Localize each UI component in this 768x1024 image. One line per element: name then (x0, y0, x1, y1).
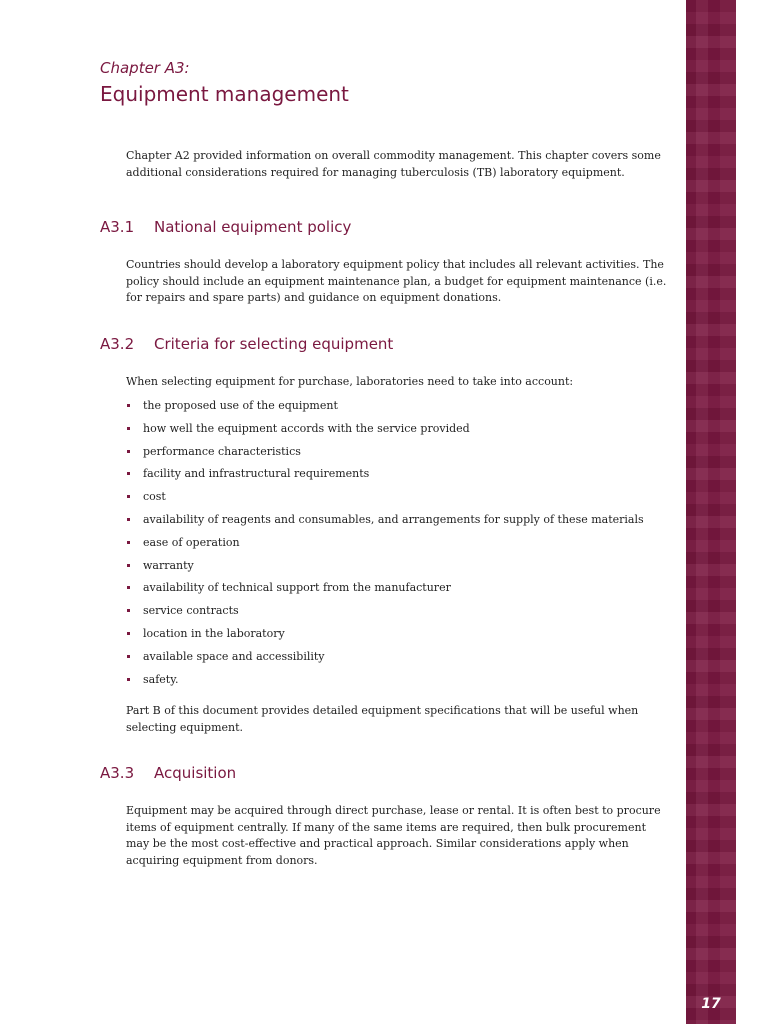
bullet-square-icon (127, 655, 130, 658)
list-item: cost (126, 489, 671, 512)
acquisition-paragraph: Equipment may be acquired through direct purchase, lease or rental. It is often best to procure items of equipment centrally. If many of the same items are required, then bulk procurement may be the most cost-effective and practical approach. Similar considerations apply when acquiring equipment from donors. (126, 804, 661, 867)
list-item: facility and infrastructural requirements (126, 466, 671, 489)
section-title: National equipment policy (154, 218, 352, 236)
section-number: A3.3 (100, 764, 135, 782)
bullet-square-icon (127, 450, 130, 453)
bullet-square-icon (127, 495, 130, 498)
bullet-square-icon (127, 404, 130, 407)
criteria-closing-paragraph: Part B of this document provides detailed equipment specifications that will be useful when selecting equipment. (126, 704, 639, 734)
list-item: service contracts (126, 603, 671, 626)
list-item: ease of operation (126, 535, 671, 558)
bullet-square-icon (127, 632, 130, 635)
policy-paragraph: Countries should develop a laboratory equipment policy that includes all relevant activities. The policy should include an equipment maintenance plan, a budget for equipment maintenance (i.e. for repairs and spare parts) and guidance on equipment donations. (126, 258, 667, 304)
list-item: availability of reagents and consumables, and arrangements for supply of these materials (126, 512, 671, 535)
list-item: availability of technical support from the manufacturer (126, 580, 671, 603)
list-item: performance characteristics (126, 444, 671, 467)
list-item: the proposed use of the equipment (126, 398, 671, 421)
decorative-side-band (686, 0, 736, 1024)
criteria-lead-paragraph: When selecting equipment for purchase, laboratories need to take into account: (126, 375, 574, 388)
bullet-square-icon (127, 518, 130, 521)
criteria-bullet-list (126, 398, 671, 694)
section-number: A3.2 (100, 335, 135, 353)
list-item: safety. (126, 672, 671, 695)
list-item: how well the equipment accords with the service provided (126, 421, 671, 444)
section-heading-a3-2 (100, 335, 393, 353)
list-item: available space and accessibility (126, 649, 671, 672)
bullet-square-icon (127, 564, 130, 567)
chapter-title: Equipment management (100, 82, 349, 106)
list-item: location in the laboratory (126, 626, 671, 649)
intro-paragraph: Chapter A2 provided information on overall commodity management. This chapter covers some additional considerations required for managing tuberculosis (TB) laboratory equipment. (126, 149, 661, 179)
chapter-label: Chapter A3: (100, 59, 190, 77)
bullet-square-icon (127, 427, 130, 430)
section-title: Acquisition (154, 764, 237, 782)
section-heading-a3-1 (100, 218, 351, 236)
section-title: Criteria for selecting equipment (154, 335, 394, 353)
bullet-square-icon (127, 609, 130, 612)
page-number: 17 (701, 996, 721, 1012)
bullet-square-icon (127, 678, 130, 681)
bullet-square-icon (127, 472, 130, 475)
list-item: warranty (126, 558, 671, 581)
bullet-square-icon (127, 586, 130, 589)
section-number: A3.1 (100, 218, 135, 236)
section-heading-a3-3 (100, 764, 236, 782)
bullet-square-icon (127, 541, 130, 544)
